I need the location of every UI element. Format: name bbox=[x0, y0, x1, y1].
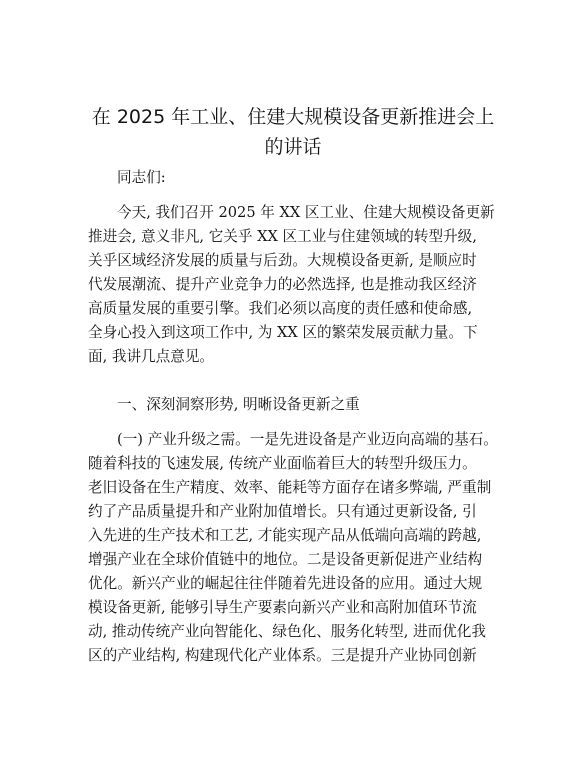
paragraph-line: 动, 推动传统产业向智能化、绿色化、服务化转型, 进而优化我 bbox=[88, 623, 486, 640]
paragraph-line: 推进会, 意义非凡, 它关乎 XX 区工业与住建领域的转型升级, bbox=[88, 228, 477, 245]
paragraph-line: (一) 产业升级之需。一是先进设备是产业迈向高端的基石。 bbox=[117, 431, 498, 448]
paragraph-line: 优化。新兴产业的崛起往往伴随着先进设备的应用。通过大规 bbox=[88, 575, 483, 592]
greeting: 同志们: bbox=[117, 169, 166, 186]
paragraph-line: 全身心投入到这项工作中, 为 XX 区的繁荣发展贡献力量。下 bbox=[88, 324, 478, 341]
paragraph-line: 增强产业在全球价值链中的地位。二是设备更新促进产业结构 bbox=[88, 551, 483, 568]
paragraph-line: 面, 我讲几点意见。 bbox=[88, 348, 215, 365]
paragraph-line: 区的产业结构, 构建现代化产业体系。三是提升产业协同创新 bbox=[88, 647, 477, 664]
paragraph-line: 代发展潮流、提升产业竞争力的必然选择, 也是推动我区经济 bbox=[88, 276, 477, 293]
paragraph-line: 高质量发展的重要引擎。我们必须以高度的责任感和使命感, bbox=[88, 300, 473, 317]
paragraph-line: 模设备更新, 能够引导生产要素向新兴产业和高附加值环节流 bbox=[88, 599, 477, 616]
title-line-1: 在 2025 年工业、住建大规模设备更新推进会上 bbox=[91, 106, 495, 128]
paragraph-line: 关乎区域经济发展的质量与后劲。大规模设备更新, 是顺应时 bbox=[88, 252, 477, 269]
paragraph-line: 随着科技的飞速发展, 传统产业面临着巨大的转型升级压力。 bbox=[88, 455, 477, 472]
paragraph-line: 入先进的生产技术和工艺, 才能实现产品从低端向高端的跨越, bbox=[88, 527, 482, 544]
paragraph-line: 今天, 我们召开 2025 年 XX 区工业、住建大规模设备更新 bbox=[117, 204, 495, 221]
title-line-2: 的讲话 bbox=[264, 136, 322, 158]
paragraph-line: 约了产品质量提升和产业附加值增长。只有通过更新设备, 引 bbox=[88, 503, 477, 520]
section-heading: 一、深刻洞察形势, 明晰设备更新之重 bbox=[117, 396, 360, 413]
paragraph-line: 老旧设备在生产精度、效率、能耗等方面存在诸多弊端, 严重制 bbox=[88, 479, 492, 496]
document-title bbox=[60, 102, 526, 162]
